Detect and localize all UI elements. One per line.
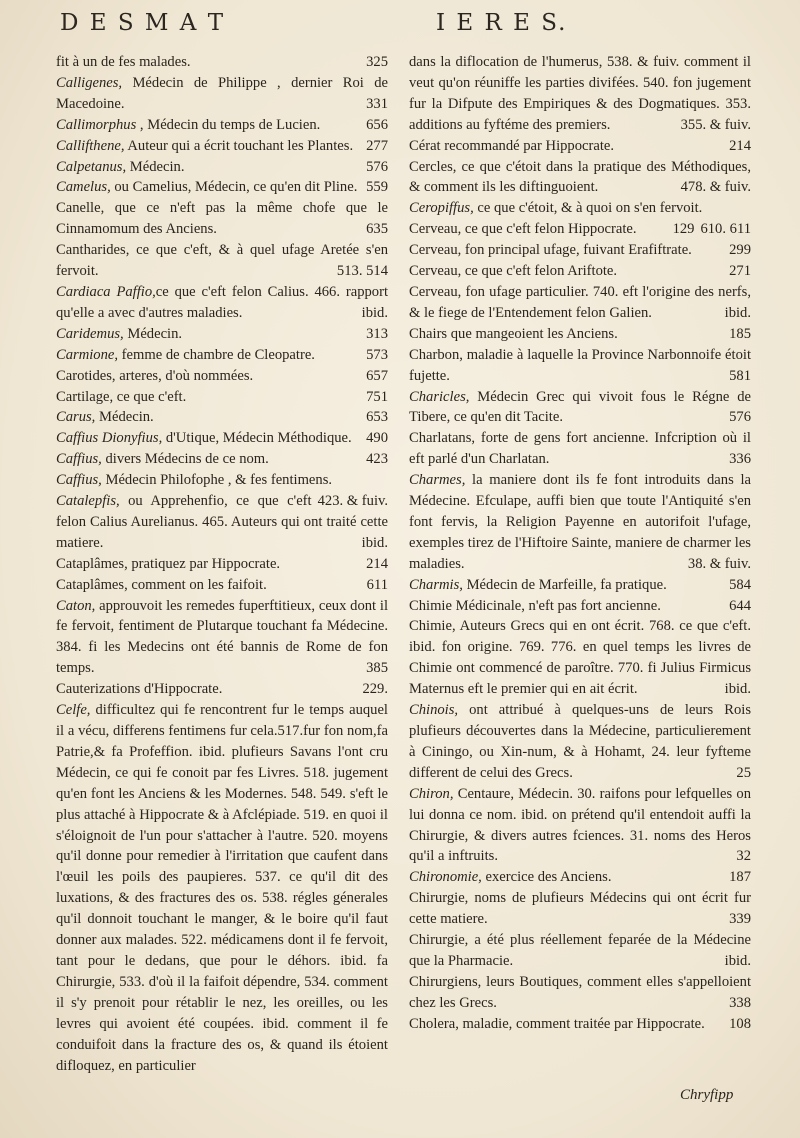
index-entry — [409, 261, 751, 282]
entry-page-ref: 214 — [729, 137, 751, 154]
entry-headword: Callimorphus — [56, 116, 137, 133]
entry-text: Chimie Médicinale, n'eft pas fort ancienne. — [409, 597, 661, 614]
index-column-right — [409, 52, 751, 1035]
index-entry — [409, 282, 751, 324]
entry-headword: Camelus, — [56, 179, 111, 196]
entry-page-ref: 644 — [729, 597, 751, 614]
entry-headword: Caton, — [56, 597, 96, 614]
entry-text: Chirurgiens, leurs Boutiques, comment elles s'appelloient chez les Grecs. — [409, 973, 751, 1011]
index-entry — [409, 387, 751, 429]
entry-page-ref: 108 — [729, 1015, 751, 1032]
index-entry — [56, 345, 388, 366]
entry-text: dans la diflocation de l'humerus, 538. & fuiv. comment il veut qu'on réuniffe les parties divifées. 540. fon jugement fur la Difpute des Empiriques & des Dogmatiques. 353. additions au fyftéme des premiers. — [409, 54, 751, 133]
index-entry — [409, 428, 751, 470]
entry-page-ref: 338 — [729, 994, 751, 1011]
index-entry — [409, 324, 751, 345]
entry-text: ont attribué à quelques-uns de leurs Rois plufieurs découvertes dans la Médecine, particulierement à Ciningo, ou Xin-num, & à Hohamt, 24. leur fyfteme different de celui des Grecs. — [409, 702, 751, 781]
entry-page-ref: ibid. — [361, 304, 388, 321]
entry-page-ref: 478. & fuiv. — [680, 179, 751, 196]
entry-page-ref: 187 — [729, 869, 751, 886]
index-entry — [409, 596, 751, 617]
entry-page-ref: 576 — [366, 158, 388, 175]
entry-page-ref: 355. & fuiv. — [680, 116, 751, 133]
index-entry — [56, 449, 388, 470]
entry-page-ref: 653 — [366, 409, 388, 426]
entry-page-ref: 38. & fuiv. — [687, 555, 751, 572]
index-entry — [56, 700, 388, 1076]
entry-text: Carotides, arteres, d'où nommées. — [56, 367, 254, 384]
entry-text: divers Médecins de ce nom. — [101, 451, 269, 468]
entry-headword: Charicles, — [409, 388, 470, 405]
entry-text: ou Apprehenfio, ce que c'eft felon Calius Aurelianus. 465. Auteurs qui ont traité cette matiere. — [56, 493, 388, 551]
entry-text: Cercles, ce que c'étoit dans la pratique des Méthodiques, & comment ils les diftinguoient. — [409, 158, 751, 196]
entry-text: femme de chambre de Cleopatre. — [118, 346, 315, 363]
entry-headword: Caridemus, — [56, 325, 124, 342]
running-header-left: D E S M A T — [60, 10, 226, 36]
entry-text: Cérat recommandé par Hippocrate. — [409, 137, 615, 154]
entry-headword: Chiron, — [409, 785, 454, 802]
index-entry — [56, 73, 388, 115]
entry-page-ref: 385 — [366, 660, 388, 677]
index-entry — [56, 387, 388, 408]
entry-text: Cauterizations d'Hippocrate. — [56, 681, 223, 698]
index-entry — [56, 177, 388, 198]
index-entry — [56, 575, 388, 596]
entry-text: approuvoit les remedes fuperftitieux, ceux dont il fe fervoit, fentiment de Plutarque touchant fa Médecine. 384. fi les Medecins ont été bannis de Rome de fon temps. — [56, 597, 388, 677]
entry-text: Chirurgie, noms de plufieurs Médecins qui ont écrit fur cette matiere. — [409, 890, 751, 928]
index-entry — [56, 596, 388, 680]
entry-text: Canelle, que ce n'eft pas la même chofe que le Cinnamomum des Anciens. — [56, 200, 388, 238]
entry-text: Cataplâmes, comment on les faifoit. — [56, 576, 267, 593]
index-entry — [409, 616, 751, 700]
entry-page-ref: 32 — [736, 848, 751, 865]
entry-page-ref: 277 — [366, 137, 388, 154]
entry-text: Cataplâmes, pratiquez par Hippocrate. — [56, 555, 281, 572]
entry-page-ref: 423. & fuiv. — [317, 493, 388, 510]
entry-text: fit à un de fes malades. — [56, 54, 191, 70]
entry-headword: Caffius, — [56, 472, 102, 489]
index-entry — [409, 470, 751, 575]
entry-text: Cholera, maladie, comment traitée par Hippocrate. — [409, 1015, 705, 1032]
entry-text: Cerveau, fon principal ufage, fuivant Erafiftrate. — [409, 242, 692, 259]
entry-page-ref: 657 — [366, 367, 388, 384]
entry-text: Médecin. — [123, 325, 183, 342]
entry-page-ref: 185 — [729, 325, 751, 342]
index-entry — [409, 240, 751, 261]
entry-page-ref: 299 — [729, 242, 751, 259]
entry-page-ref: 751 — [366, 388, 388, 405]
entry-page-ref: 339 — [729, 911, 751, 928]
entry-page-ref: 573 — [366, 346, 388, 363]
entry-headword: Celfe, — [56, 702, 91, 719]
index-entry — [409, 700, 751, 784]
entry-text: ce que c'eft felon Calius. 466. rapport qu'elle a avec d'autres maladies. — [56, 283, 388, 321]
index-entry — [409, 888, 751, 930]
entry-headword: Calligenes, — [56, 74, 123, 91]
index-entry — [409, 575, 751, 596]
entry-text: d'Utique, Médecin Méthodique. — [162, 430, 352, 447]
entry-page-ref: 576 — [729, 409, 751, 426]
index-entry — [56, 157, 388, 178]
entry-page-ref: 229. — [362, 681, 388, 698]
entry-text: Cerveau, fon ufage particulier. 740. eft l'origine des nerfs, & le fiege de l'Entendement felon Galien. — [409, 283, 751, 321]
entry-page-ref: 325 — [366, 54, 388, 70]
entry-page-ref: 559 — [366, 179, 388, 196]
entry-page-ref: 271 — [729, 263, 751, 280]
entry-text: ou Camelius, Médecin, ce qu'en dit Pline. — [110, 179, 358, 196]
entry-page-ref: 214 — [366, 555, 388, 572]
index-entry — [56, 554, 388, 575]
entry-page-ref: 513. 514 — [336, 263, 388, 280]
entry-text: Médecin. — [126, 158, 185, 175]
entry-headword: Chironomie, — [409, 869, 482, 886]
entry-text: , Médecin du temps de Lucien. — [136, 116, 321, 133]
entry-headword: Charmis, — [409, 576, 463, 593]
index-entry — [409, 136, 751, 157]
entry-page-ref: 611 — [366, 576, 388, 593]
entry-headword: Caffius Dionyfius, — [56, 430, 163, 447]
entry-text: Chirurgie, a été plus réellement feparée de la Médecine que la Pharmacie. — [409, 932, 751, 969]
entry-page-ref: ibid. — [724, 681, 751, 698]
entry-headword: Cardiaca Paffio, — [56, 283, 156, 300]
entry-headword: Charmes, — [409, 472, 466, 489]
entry-text: Médecin. — [95, 409, 154, 426]
entry-headword: Ceropiffus, — [409, 200, 474, 217]
entry-page-ref: ibid. — [361, 534, 388, 551]
index-entry — [56, 115, 388, 136]
index-column-left — [56, 52, 388, 1076]
index-entry — [56, 679, 388, 700]
running-header — [60, 10, 780, 50]
entry-text: Cerveau, ce que c'eft felon Hippocrate. — [409, 221, 637, 238]
entry-text: Cartilage, ce que c'eft. — [56, 388, 187, 405]
entry-headword: Carmione, — [56, 346, 119, 363]
index-entry — [56, 366, 388, 387]
index-entry — [56, 136, 388, 157]
entry-page-ref: ibid. — [724, 952, 751, 969]
entry-page-ref: 336 — [729, 451, 751, 468]
entry-text: Médecin Philofophe , & fes fentimens. — [101, 472, 333, 489]
index-entry — [409, 867, 751, 888]
entry-page-ref: 313 — [366, 325, 388, 342]
entry-text: Auteur qui a écrit touchant les Plantes. — [124, 137, 354, 154]
index-entry — [409, 930, 751, 972]
index-entry — [56, 324, 388, 345]
entry-page-ref: 129 — [672, 221, 695, 238]
entry-text: Centaure, Médecin. 30. raifons pour lefquelles on lui donna ce nom. ibid. on prétend qu'il entendoit auffi la Chirurgie, & divers autres fciences. 31. noms des Heros qu'il a inftruits. — [409, 785, 751, 865]
entry-page-ref: 581 — [729, 367, 751, 384]
index-entry — [409, 345, 751, 387]
entry-text: ce que c'étoit, & à quoi on s'en fervoit. — [473, 200, 703, 217]
entry-headword: Chinois, — [409, 702, 459, 719]
running-header-right: I E R E S. — [436, 10, 568, 36]
index-entry — [56, 198, 388, 240]
entry-page-ref: 490 — [366, 430, 388, 447]
entry-page-ref: 635 — [366, 221, 388, 238]
entry-headword: Carus, — [56, 409, 96, 426]
entry-text: Médecin de Marfeille, fa pratique. — [462, 576, 667, 593]
entry-page-ref: 25 — [736, 764, 751, 781]
entry-text: Chimie, Auteurs Grecs qui en ont écrit. 768. ce que c'eft. ibid. fon origine. 769. 776. en quel temps les livres de Chimie ont commencé de paroître. 770. fi Julius Firmicus Maternus eft le premier qui en ait écrit. — [409, 618, 751, 698]
entry-page-ref: ibid. — [724, 304, 751, 321]
entry-text: Médecin de Philippe , dernier Roi de Macedoine. — [56, 74, 388, 112]
entry-page-ref: 656 — [366, 116, 388, 133]
index-entry — [409, 784, 751, 868]
index-entry — [56, 240, 388, 282]
entry-text: exercice des Anciens. — [481, 869, 612, 886]
entry-text: difficultez qui fe rencontrent fur le temps auquel il a vécu, differens fentimens fur cela.517.fur fon nom,fa Patrie,& fa Profeffion. ibid. plufieurs Savans l'ont cru Médecin, ce qui fe conoit par fes Livres. 518. jugement qu'en font les Anciens & les Modernes. 548. 549. s'eft le plus attaché à Hippocrate & à Afclépiade. 519. en quoi il s'éloignoit de l'un pour s'attacher à l'autre. 520. moyens qu'il donne pour remedier à l'irritation que caufent dans l'œuil les poils des paupieres. 537. ce qu'il dit des luxations, & des fractures des os. 538. régles génerales qu'il donnoit touchant le manger, & le boire qu'il faut donner aux malades. 522. médicamens dont il fe fervoit, tant pour le dedans, que pour le déhors. ibid. fa Chirurgie, 533. d'où il la faifoit dépendre, 534. comment il s'y prenoit pour rétablir le nez, les oreilles, ou les levres qui avoient été coupées. ibid. comment il fe conduifoit dans la fracture des os, & quand ils étoient difloquez, en particulier — [56, 702, 388, 1074]
entry-page-ref: 584 — [729, 576, 751, 593]
entry-text: Charlatans, forte de gens fort ancienne. Infcription où il eft parlé d'un Charlatan. — [409, 430, 751, 468]
entry-page-ref: 331 — [366, 95, 388, 112]
entry-headword: Callifthene, — [56, 137, 125, 154]
catchword: Chryfipp — [680, 1087, 734, 1103]
entry-text: Cerveau, ce que c'eft felon Ariftote. — [409, 263, 618, 280]
entry-page-ref: 610. 611 — [700, 221, 751, 238]
entry-headword: Calpetanus, — [56, 158, 127, 175]
index-entry — [56, 52, 388, 73]
entry-headword: Catalepfis, — [56, 493, 120, 510]
index-entry — [409, 157, 751, 199]
index-entry — [409, 972, 751, 1014]
entry-headword: Caffius, — [56, 451, 102, 468]
index-entry — [409, 52, 751, 136]
index-entry — [56, 428, 388, 449]
index-entry — [56, 282, 388, 324]
index-entry — [56, 407, 388, 428]
entry-text: Cantharides, ce que c'eft, & à quel ufage Aretée s'en fervoit. — [56, 242, 388, 280]
entry-text: Charbon, maladie à laquelle la Province Narbonnoife étoit fujette. — [409, 346, 751, 384]
entry-text: la maniere dont ils fe font introduits dans la Médecine. Efculape, auffi bien que toute l'Antiquité s'en font fervis, la Religion Payenne en autorifoit l'ufage, exemples tirez de l'Hiftoire Sainte, maniere de charmer les maladies. — [409, 472, 751, 572]
index-entry — [409, 1014, 751, 1035]
entry-page-ref: 423 — [366, 451, 388, 468]
entry-text: Médecin Grec qui vivoit fous le Régne de Tibere, ce qu'en dit Tacite. — [409, 388, 751, 426]
entry-text: Chairs que mangeoient les Anciens. — [409, 325, 618, 342]
